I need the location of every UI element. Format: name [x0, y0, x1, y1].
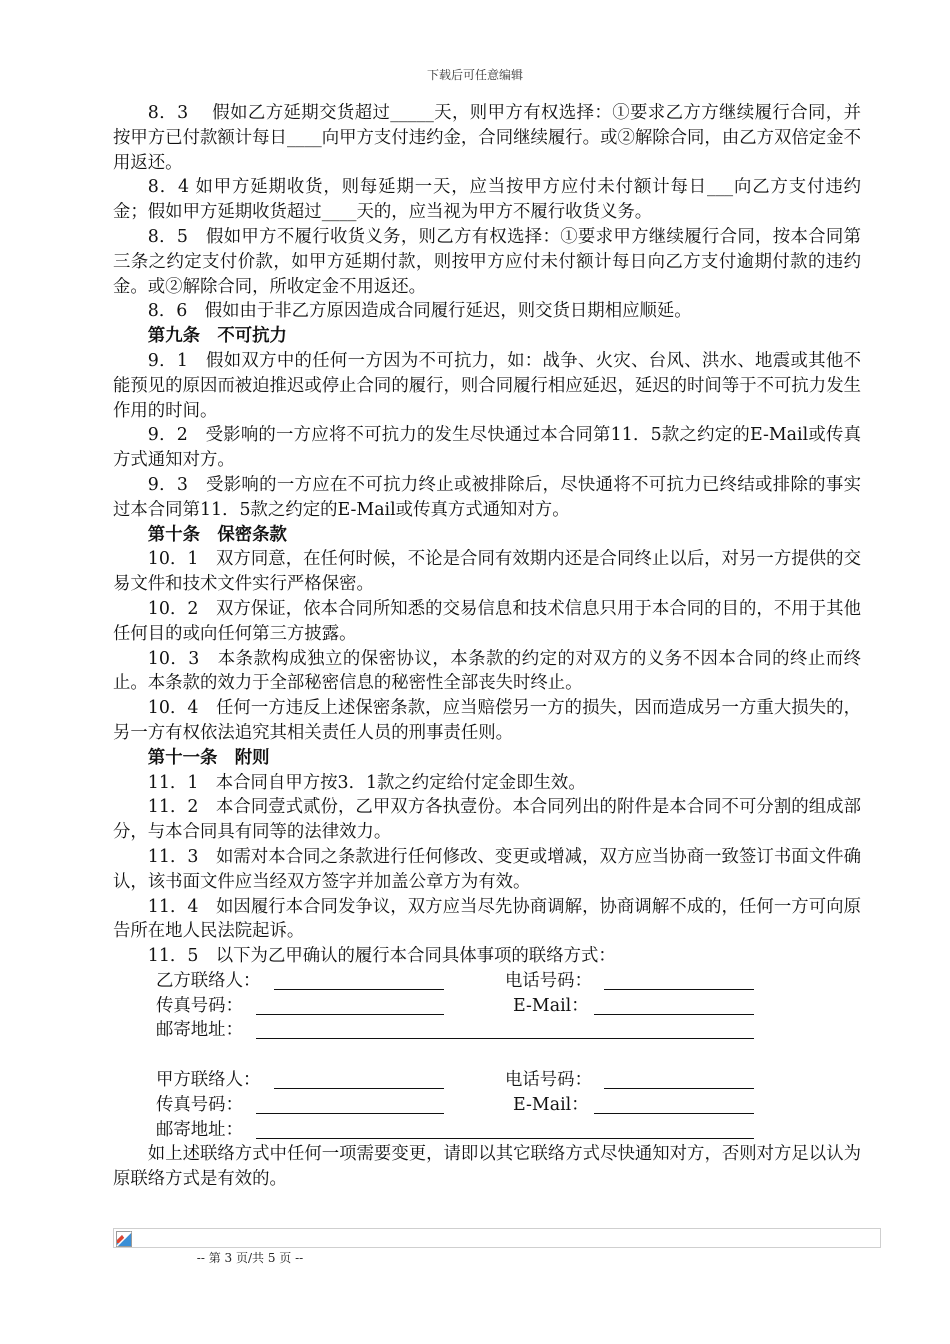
document-body — [113, 101, 861, 1192]
yi-address-label: 邮寄地址： — [156, 1020, 243, 1041]
yi-contact-row-1 — [113, 969, 861, 994]
spacer — [113, 1043, 861, 1068]
yi-fax-label: 传真号码： — [156, 995, 243, 1016]
clause-10-4: 10．4 任何一方违反上述保密条款，应当赔偿另一方的损失，因而造成另一方重大损失的，另一方有权依法追究其相关责任人员的刑事责任则。 — [113, 698, 861, 743]
clause-9-2: 9．2 受影响的一方应将不可抗力的发生尽快通过本合同第11．5款之约定的E-Mail或传真方式通知对方。 — [113, 425, 861, 471]
clause-11-3: 11．3 如需对本合同之条款进行任何修改、变更或增减，双方应当协商一致签订书面文件确认，该书面文件应当经双方签字并加盖公章方为有效。 — [113, 846, 861, 892]
clause-8-5: 8．5 假如甲方不履行收货义务，则乙方有权选择：①要求甲方继续履行合同，按本合同第三条之约定支付价款，如甲方延期付款，则按甲方应付未付额计每日向乙方支付逾期付款的违约金。或②解除合同，所收定金不用返还。 — [113, 226, 861, 297]
clause-11-1: 11．1 本合同自甲方按3．1款之约定给付定金即生效。 — [147, 772, 586, 793]
jia-contact-row-2 — [113, 1093, 861, 1118]
jia-fax-field — [256, 1113, 444, 1114]
yi-phone-label: 电话号码： — [505, 970, 592, 991]
section-heading-10: 第十条 保密条款 — [147, 524, 287, 545]
jia-phone-label: 电话号码： — [505, 1070, 592, 1091]
clause-10-3: 10．3 本条款构成独立的保密协议，本条款的约定的对双方的义务不因本合同的终止而终止。本条款的效力于全部秘密信息的秘密性全部丧失时终止。 — [113, 648, 861, 694]
page-header: 下载后可任意编辑 — [426, 68, 523, 82]
jia-contact-person-label: 甲方联络人： — [156, 1070, 261, 1091]
jia-address-field — [256, 1138, 754, 1139]
yi-address-field — [256, 1038, 754, 1039]
clause-9-3: 9．3 受影响的一方应在不可抗力终止或被排除后，尽快通将不可抗力已终结或排除的事实过本合同第11．5款之约定的E-Mail或传真方式通知对方。 — [113, 474, 861, 520]
yi-email-field — [594, 1014, 754, 1015]
yi-fax-field — [256, 1014, 444, 1015]
yi-phone-field — [604, 989, 754, 990]
section-heading-9: 第九条 不可抗力 — [147, 326, 287, 347]
jia-email-label: E-Mail： — [513, 1094, 589, 1115]
yi-contact-row-2 — [113, 994, 861, 1019]
jia-contact-row-1 — [113, 1068, 861, 1093]
clause-9-1: 9．1 假如双方中的任何一方因为不可抗力，如：战争、火灾、台风、洪水、地震或其他不能预见的原因而被迫推迟或停止合同的履行，则合同履行相应延迟，延迟的时间等于不可抗力发生作用的时间。 — [113, 350, 861, 421]
yi-contact-person-field — [274, 989, 444, 990]
clause-10-2: 10．2 双方保证，依本合同所知悉的交易信息和技术信息只用于本合同的目的，不用于其他任何目的或向任何第三方披露。 — [113, 598, 861, 644]
clause-11-5: 11．5 以下为乙甲确认的履行本合同具体事项的联络方式： — [147, 946, 616, 967]
broken-image-icon — [116, 1231, 132, 1247]
jia-contact-person-field — [274, 1088, 444, 1089]
closing-paragraph: 如上述联络方式中任何一项需要变更，请即以其它联络方式尽快通知对方，否则对方足以认为原联络方式是有效的。 — [113, 1144, 861, 1190]
jia-address-label: 邮寄地址： — [156, 1119, 243, 1140]
yi-contact-person-label: 乙方联络人： — [156, 970, 261, 991]
clause-8-6: 8．6 假如由于非乙方原因造成合同履行延迟，则交货日期相应顺延。 — [147, 301, 692, 322]
clause-8-3: 8．3 假如乙方延期交货超过_____天，则甲方有权选择：①要求乙方方继续履行合同，并按甲方已付款额计每日____向甲方支付违约金，合同继续履行。或②解除合同，由乙方双倍定金不用返还。 — [113, 103, 861, 173]
yi-email-label: E-Mail： — [513, 995, 589, 1016]
clause-11-2: 11．2 本合同壹式贰份，乙甲双方各执壹份。本合同列出的附件是本合同不可分割的组成部分，与本合同具有同等的法律效力。 — [113, 797, 861, 843]
jia-fax-label: 传真号码： — [156, 1094, 243, 1115]
jia-email-field — [594, 1113, 754, 1114]
section-heading-11: 第十一条 附则 — [147, 747, 270, 768]
jia-phone-field — [604, 1088, 754, 1089]
clause-11-4: 11．4 如因履行本合同发争议，双方应当尽先协商调解，协商调解不成的，任何一方可向原告所在地人民法院起诉。 — [113, 896, 861, 942]
page-number: -- 第 3 页/共 5 页 -- — [196, 1251, 304, 1265]
clause-8-4: 8．4 如甲方延期收货，则每延期一天，应当按甲方应付未付额计每日___向乙方支付违约金；假如甲方延期收货超过____天的，应当视为甲方不履行收货义务。 — [113, 177, 861, 223]
clause-10-1: 10．1 双方同意，在任何时候，不论是合同有效期内还是合同终止以后，对另一方提供的交易文件和技术文件实行严格保密。 — [113, 549, 861, 595]
jia-contact-row-3 — [113, 1118, 861, 1143]
yi-contact-row-3 — [113, 1018, 861, 1043]
footer-image-frame — [113, 1228, 881, 1248]
